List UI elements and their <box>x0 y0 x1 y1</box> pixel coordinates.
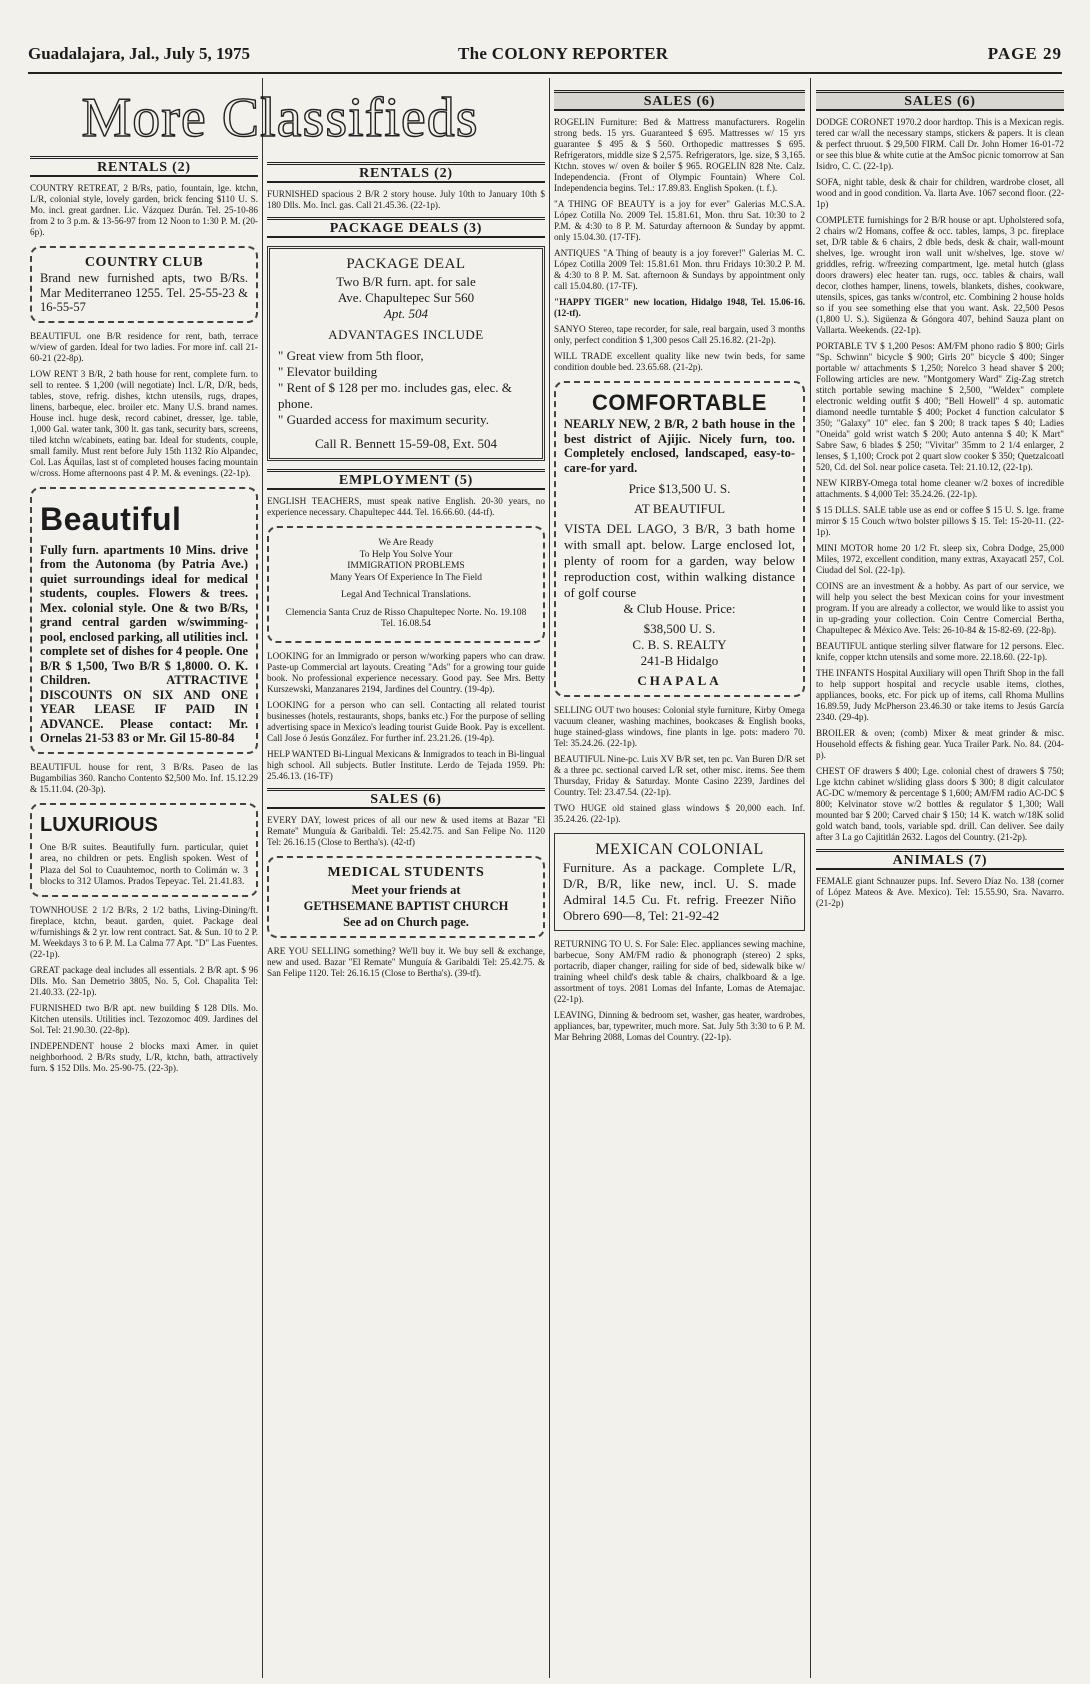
ad-list-item: " Rent of $ 128 per mo. includes gas, elec. & phone. <box>278 380 512 411</box>
classified-ad: LOOKING for an Immigrado or person w/working papers who can draw. Paste-up Commercial art layouts. Creating "Ads" for a growing tour guide book. No professional experience necessary. Good pay. See Mrs. Betty Kurszewski, Manzanares 2194, Jardines del Country. (19-4p). <box>267 650 545 694</box>
column-d <box>816 84 1064 1680</box>
classified-ad: BEAUTIFUL Nine-pc. Luis XV B/R set, ten pc. Van Buren D/R set & a three pc. sectional carved L/R set, other misc. items. See them Thursday, Friday & Saturday. Monte Casino 2239, Jardines del Country. Tel: 23.47.54. (22-1p). <box>554 754 805 797</box>
classified-ad: HELP WANTED Bi-Lingual Mexicans & Inmigrados to teach in Bi-lingual high school. All subjects. Butler Institute. Lerdo de Tejada 1959. Ph: 25.46.13. (16-TF) <box>267 748 545 781</box>
masthead <box>28 44 1062 72</box>
classified-ad: CHEST OF drawers $ 400; Lge. colonial chest of drawers $ 750; Lge ktchn cabinet w/sliding glass doors $ 300; 8 digit calculator AC-DC w/memory & percentage $ 1,600; AM/FM radio AC-DC $ 800; Kelvinator stove w/2 bottles & regulator $ 1,300; Wall mounted bar $ 200; Carved chair $ 150; 14 K. watch w/18K solid gold watch band, tools, variable spd. drill. Can deliver. See daily after 3 La go Cajititlán 2632. Lagos del Country. (21-2p). <box>816 766 1064 842</box>
classified-ad: THE INFANTS Hospital Auxiliary will open Thrift Shop in the fall to help support hospital and recycle usable items, clothes, appliances, books, etc. For pick up of items, call Rhoma Mullins 16.89.59, Judy McPherson 23.46.30 or take items to Jesús García 2340. (29-4p). <box>816 668 1064 722</box>
masthead-rule <box>28 72 1062 74</box>
page-headline: More Classifieds <box>81 87 479 149</box>
section-header-animals: ANIMALS (7) <box>816 849 1064 870</box>
classified-ad: $ 15 DLLS. SALE table use as end or coffee $ 15 U. S. lge. frame mirror $ 15 Couch w/two bolster pillows $ 15. Tel: 15-20-11. (22-1p). <box>816 505 1064 537</box>
ad-list-item: " Guarded access for maximum security. <box>278 412 489 427</box>
classified-ad: COUNTRY RETREAT, 2 B/Rs, patio, fountain, lge. ktchn, L/R, colonial style, lovely garden, brick fencing $110 U. S. Mo. incl. great gardner. Lic. Vázquez Durán. Tel. 25-10-86 from 2 to 3 p.m. & 13-56-97 from 12 Noon to 1:30 P. M. (20-6p). <box>30 183 258 237</box>
mexican-colonial-ad <box>554 833 805 931</box>
ad-line: See ad on Church page. <box>343 914 469 929</box>
classified-ad: BEAUTIFUL one B/R residence for rent, bath, terrace w/view of garden. Ideal for two ladies. For more inf. call 21-60-21 (22-8p). <box>30 330 258 363</box>
ad-body: NEARLY NEW, 2 B/R, 2 bath house in the best district of Ajijic. Nicely furn, too. Completely enclosed, landscaped, easy-to-care-for yard. <box>564 417 795 475</box>
classified-ad: INDEPENDENT house 2 blocks maxi Amer. in quiet neighborhood. 2 B/Rs study, L/R, ktchn, bath, attractively furn. $ 152 Dlls. Mo. 25-90-75. (22-3p). <box>30 1040 258 1073</box>
classified-ad: SOFA, night table, desk & chair for children, wardrobe closet, all wood and in good condition. Va. llarta Ave. 1067 second floor. (22-1p) <box>816 177 1064 209</box>
ad-body: One B/R suites. Beautifully furn. particular, quiet area, no children or pets. English spoken. West of Plaza del Sol to Cuauhtemoc, north to Colimán w. 3 blocks to 312 Ulamos. Prados Tepeyac. Tel. 21.41.83. <box>40 842 248 887</box>
ad-title: PACKAGE DEAL <box>346 256 466 272</box>
section-header-rentals: RENTALS (2) <box>267 162 545 183</box>
column-b <box>267 156 545 1680</box>
comfortable-ad <box>554 381 805 697</box>
masthead-paper-name: The COLONY REPORTER <box>458 44 669 63</box>
ad-body: Furniture. As a package. Complete L/R, D/R, B/R, like new, incl. U. S. made Admiral 14.5 Cu. Ft. refrig. Freezer Niño Obrero 690—8, Tel: 21-92-42 <box>563 860 796 923</box>
classified-ad: "A THING OF BEAUTY is a joy for ever" Galerias M.C.S.A. López Cotilla No. 2009 Tel. 15.81.61, Mon. thru Sat. 10:30 to 2 P.M. & 4:30 to 8 P. M. Saturday afternoon & Sunday by appmt. only 15.04.30. (17-TF). <box>554 199 805 242</box>
ad-body: Brand new furnished apts, two B/Rs. Mar Mediterraneo 1255. Tel. 25-55-23 & 16-55-57 <box>40 271 248 314</box>
ad-agent: C. B. S. REALTY <box>632 637 727 652</box>
section-header-package-deals: PACKAGE DEALS (3) <box>267 217 545 238</box>
ad-line: GETHSEMANE BAPTIST CHURCH <box>303 898 509 913</box>
classified-ad: ENGLISH TEACHERS, must speak native English. 20-30 years, no experience necessary. Chapultepec 444. Tel. 16.66.60. (44-tf). <box>267 496 545 517</box>
classified-ad: NEW KIRBY-Omega total home cleaner w/2 boxes of incredible attachments. $ 4,000 Tel: 35.24.26. (22-1p). <box>816 478 1064 499</box>
classified-ad: GREAT package deal includes all essentials. 2 B/R apt. $ 96 Dlls. Mo. San Demetrio 3805, No. 5, Col. Chapalita Tel: 21.40.33. (22-1p). <box>30 964 258 997</box>
ad-price: Price $13,500 U. S. <box>628 481 731 496</box>
luxurious-ad <box>30 803 258 897</box>
ad-title: MEXICAN COLONIAL <box>595 841 764 858</box>
classified-ad: EVERY DAY, lowest prices of all our new & used items at Bazar "El Remate" Munguía & Garibaldi. Tel: 25.42.75. and San Felipe No. 1120 Tel: 26.16.15 (Close to Bertha's). (42-tf) <box>267 814 545 847</box>
ad-line: Ave. Chapultepec Sur 560 <box>337 290 475 305</box>
classified-ad: PORTABLE TV $ 1,200 Pesos: AM/FM phono radio $ 800; Girls "Sp. Schwinn" bicycle $ 900; Girls 20" bicycle $ 400; Singer portable w/ attachments $ 1,250; Norelco 3 head shaver $ 200; Following articles are new. "Montgomery Ward" Zig-Zag stretch stitch portable sewing machine $ 2,500, "Weldex" complete electronic welding outfit $ 400; "Bell Howell" 4 sp. automatic diamond needle turntable $ 400; Pocket 4 function calculator $ 350; "Galaxy" 10" elec. fan $ 200; 8 track tapes $ 40; Ladies "Oneida" gold wrist watch $ 200; Auto antenna $ 40; K Mart" Sabre Saw, 6 blades $ 250; "Vivitar" 35mm to 2 1/4 enlarger, 2 lenses, $ 1,100; Crock pot 2 quart slow cooker $ 350; Quetzalcoatl 520, Cd. del Sol. near police caseta. Tel: 21.10.12, (22-1p). <box>816 341 1064 472</box>
ad-title: MEDICAL STUDENTS <box>327 864 485 880</box>
ad-subtitle: ADVANTAGES INCLUDE <box>328 327 484 342</box>
ad-list-item: " Elevator building <box>278 364 378 379</box>
ad-title: COUNTRY CLUB <box>84 255 204 270</box>
ad-line: Many Years Of Experience In The Field <box>329 572 483 583</box>
ad-body: VISTA DEL LAGO, 3 B/R, 3 bath home with small apt. below. Large enclosed lot, plenty of room for a garden, way below reproduction cost, within walking distance of golf course <box>564 521 795 600</box>
column-divider <box>549 78 550 1678</box>
classified-ad: BEAUTIFUL house for rent, 3 B/Rs. Paseo de las Bugambilias 360. Rancho Contento $2,500 Mo. Inf. 15.12.29 & 15.11.04. (20-3p). <box>30 761 258 794</box>
ad-town: CHAPALA <box>637 673 722 688</box>
classified-ad: WILL TRADE excellent quality like new twin beds, for same condition double bed. 23.65.68. (21-2p). <box>554 351 805 372</box>
classified-ad: BROILER & oven; (comb) Mixer & meat grinder & misc. Household effects & fishing gear. Yuca Trailer Park. No. 84. (204-p). <box>816 728 1064 760</box>
immigration-ad <box>267 526 545 643</box>
ad-line: Clemencia Santa Cruz de Risso Chapultepec Norte. No. 19.108 Tel. 16.08.54 <box>285 607 527 629</box>
section-header-sales: SALES (6) <box>816 90 1064 111</box>
section-header-sales: SALES (6) <box>554 90 805 111</box>
classified-ad: FURNISHED two B/R apt. new building $ 128 Dlls. Mo. Kitchen utensils. Utilities incl. Tezozomoc 409. Jardines del Sol. Tel: 21.90.30. (22-8p). <box>30 1002 258 1035</box>
beautiful-ad <box>30 487 258 754</box>
classified-ad: COMPLETE furnishings for 2 B/R house or apt. Upholstered sofa, 2 chairs w/2 Homans, coffee & occ. tables, lamps, 3 pc. fireplace set, D/R table & 6 chairs, 2 dble beds, desk & chair, wall-mount shelves, lge. wrought iron wall unit w/shelves, lge. stove w/ griddles, refrig. w/freezing compartment, lge. metal hutch (glass doors drawers) elec heater tan. rugs, occ. tables & chairs, wall decor, clothes hamper, linens, towels, blankets, dishes, cookware, utensils, spices, gas tanks w/control, etc. Combining 2 house holds so if you see something else that you want. Ask. 22,500 Pesos (1,800 U. S.). Sigüenza & Góngora 407, behind Sauza plant on Vallarta. Weekends. (22-1p). <box>816 215 1064 335</box>
country-club-ad <box>30 246 258 323</box>
classified-ad: SELLING OUT two houses: Colonial style furniture, Kirby Omega vacuum cleaner, washing machines, bookcases & English books, huge stained-glass windows, fine plants in lge. pots: madero 70. Tel: 35.24.26. (22-1p). <box>554 705 805 748</box>
medical-students-ad <box>267 856 545 938</box>
column-divider <box>262 78 263 1678</box>
column-divider <box>810 78 811 1678</box>
package-deal-ad <box>267 246 545 461</box>
classified-ad: ROGELIN Furniture: Bed & Mattress manufacturers. Rogelin strong beds. 15 yrs. Guaranteed $ 695. Mattresses w/ 15 yrs guarantee $ 495 & $ 560. Orthopedic mattresses $ 695. Refrigerators, middle size $ 2,575. Refrigerators, lge. size, $ 3,165. Ktchn. stoves w/ oven & boiler $ 965. ROGELIN 828 Nte. Calz. Independencia. (Front of Olympic Fountain) Where Col. Independencia begins. Tel.: 17.89.83. English Spoken. (t. f.). <box>554 117 805 193</box>
classified-ad: COINS are an investment & a hobby. As part of our service, we will help you select the best Mexican coins for your investment program. If you are already a collector, we would like to assist you in up-grading your collection. Coin Centre Comercial Bertha, Chapultepec & México Ave. Tels: 26-10-84 & 15-82-69. (22-8p). <box>816 581 1064 635</box>
ad-price: $38,500 U. S. <box>643 621 716 636</box>
ad-line: To Help You Solve Your <box>359 549 453 560</box>
column-a <box>30 150 258 1680</box>
ad-body: Fully furn. apartments 10 Mins. drive from the Autonoma (by Patria Ave.) quiet surroundings ideal for medical students, couples. Flowers & trees. Mex. colonial style. One & two B/Rs, grand central garden w/swimming-pool, enclosed parking, all utilities incl. complete set of dishes for 4 people. One B/R $ 1,500, Two B/R $ 1,8000. O. K. Children. ATTRACTIVE DISCOUNTS ON SIX AND ONE YEAR LEASE IF PAID IN ADVANCE. Please contact: Mr. Ornelas 21-53 83 or Mr. Gil 15-80-84 <box>40 542 248 745</box>
classified-ad: FEMALE giant Schnauzer pups. Inf. Severo Díaz No. 138 (corner of López Mateos & Ave. Mexico). Tel: 15.55.90, Sra. Navarro. (21-2p) <box>816 876 1064 908</box>
column-c <box>554 84 805 1680</box>
ad-title: LUXURIOUS <box>40 813 158 836</box>
classified-ad: ANTIQUES "A Thing of beauty is a joy forever!" Galerias M. C. López Cotilla 2009 Tel: 15.81.61 Mon. thru Fridays 10:30.2 P. M. & 4:30 to 8 P. M. Sat. afternoon & Sundays by appointment only call 15.04.80. (17-TF). <box>554 248 805 291</box>
classified-ad: SANYO Stereo, tape recorder, for sale, real bargain, used 3 months only, perfect condition $ 1,300 pesos Call 25.16.82. (21-2p). <box>554 324 805 345</box>
masthead-page-number: PAGE 29 <box>987 44 1062 63</box>
ad-line: Legal And Technical Translations. <box>340 590 472 600</box>
classified-ad: ARE YOU SELLING something? We'll buy it. We buy sell & exchange, new and used. Bazar "El Remate" Munguía & Garibaldi Tel: 25.42.75. & San Felipe 1120. Tel: 26.16.15 (Close to Bertha's). (39-tf). <box>267 945 545 978</box>
ad-line: Apt. 504 <box>383 306 429 321</box>
ad-line: Meet your friends at <box>351 882 461 897</box>
ad-title: Beautiful <box>40 500 182 537</box>
classified-ad: MINI MOTOR home 20 1/2 Ft. sleep six, Cobra Dodge, 25,000 Miles, 1972, excellent condition, many extras, Axayacatl 257, Col. Ciudad del Sol. (22-1p). <box>816 543 1064 575</box>
ad-line: & Club House. Price: <box>623 601 736 616</box>
classified-ad: DODGE CORONET 1970.2 door hardtop. This is a Mexican regis. tered car w/all the necessary stamps, stickers & papers. It is clean & perfect thruout. $ 29,500 FIRM. Call Dr. John Homer 16-01-72 or see this blue & white cutie at the AmSoc picnic tomorrow at San Isidro, C. C. (22-1p). <box>816 117 1064 171</box>
ad-line: We Are Ready <box>378 538 434 548</box>
classified-ad: LOOKING for a person who can sell. Contacting all related tourist businesses (hotels, restaurants, shops, banks etc.) For the purpose of selling advertising space in Mexico's leading tourist Guide Book. Pay is excellent. Call Jose ó Jesús González. For further inf. 23.21.26. (19-4p). <box>267 699 545 743</box>
masthead-date: Guadalajara, Jal., July 5, 1975 <box>28 44 250 63</box>
ad-title: COMFORTABLE <box>592 390 767 415</box>
classified-ad: FURNISHED spacious 2 B/R 2 story house. July 10th to January 10th $ 180 Dlls. Mo. Incl. gas. Call 21.45.36. (22-1p). <box>267 189 545 210</box>
classified-ad: LEAVING, Dinning & bedroom set, washer, gas heater, wardrobes, appliances, bar, typewriter, much more. Sat. July 5th 3:30 to 6 P. M. Mar Behring 2088, Lomas del Country. (22-1p). <box>554 1010 805 1042</box>
classified-ad: LOW RENT 3 B/R, 2 bath house for rent, complete furn. to sell to rentee. $ 1,200 (will negotiate) Incl. L/R, D/R, beds, tables, stove, refrig. dishes, ktchn utensils, rugs, drapes, linens, barbeque, elec. broiler etc. Many U.S. brand names. House incl. huge desk, record cabinet, dresser, lge. table, 1,000 Gal. water tank, 300 lt. gas tank, security bars, screens, tiled ktchn w/cabinets, eating bar. Ideal for students, couple, small family. Must rent before July 15th 1132 Río Alpandec, Col. Las Áquilas, last st of completed houses facing mountain w/cross. Home afternoons past 4 P. M. & evenings. (22-1p). <box>30 368 258 478</box>
ad-address: 241-B Hidalgo <box>640 653 719 668</box>
classified-ad: RETURNING TO U. S. For Sale: Elec. appliances sewing machine, barbecue, Sony AM/FM radio & phonograph (stereo) 2 spks, portacrib, diaper changer, railing for side of bed, sidewalk bike w/ training wheel child's desk table & chairs, chalkboard & a lge. assortment of toys. 2081 Lomas del Infante, Lomas de Atemajac. (22-1p). <box>554 939 805 1004</box>
classified-ad: "HAPPY TIGER" new location, Hidalgo 1948, Tel. 15.06-16. (12-tf). <box>554 297 805 318</box>
ad-line: IMMIGRATION PROBLEMS <box>347 561 465 571</box>
ad-list-item: " Great view from 5th floor, <box>278 348 424 363</box>
ad-contact: Call R. Bennett 15-59-08, Ext. 504 <box>315 436 497 451</box>
section-header-employment: EMPLOYMENT (5) <box>267 469 545 490</box>
classified-ad: TWO HUGE old stained glass windows $ 20,000 each. Inf. 35.24.26. (22-1p). <box>554 803 805 824</box>
section-header-rentals: RENTALS (2) <box>30 156 258 177</box>
ad-line: AT BEAUTIFUL <box>633 501 726 516</box>
ad-line: Two B/R furn. apt. for sale <box>336 274 476 289</box>
section-header-sales: SALES (6) <box>267 788 545 809</box>
classified-ad: TOWNHOUSE 2 1/2 B/Rs, 2 1/2 baths, Living-Dining/ft. fireplace, ktchn, beaut. garden, quiet. Package deal w/furnishings & 2 yr. low rent contract. Sat. & Sun. 10 to 2 P. M. Weekdays 3 to 6 P. M. La Calma 77 Apt. "D" Las Fuentes. (22-1p). <box>30 904 258 959</box>
classified-ad: BEAUTIFUL antique sterling silver flatware for 12 persons. Elec. knife, copper ktchn utensils and some more. 22.18.60. (22-1p). <box>816 641 1064 662</box>
